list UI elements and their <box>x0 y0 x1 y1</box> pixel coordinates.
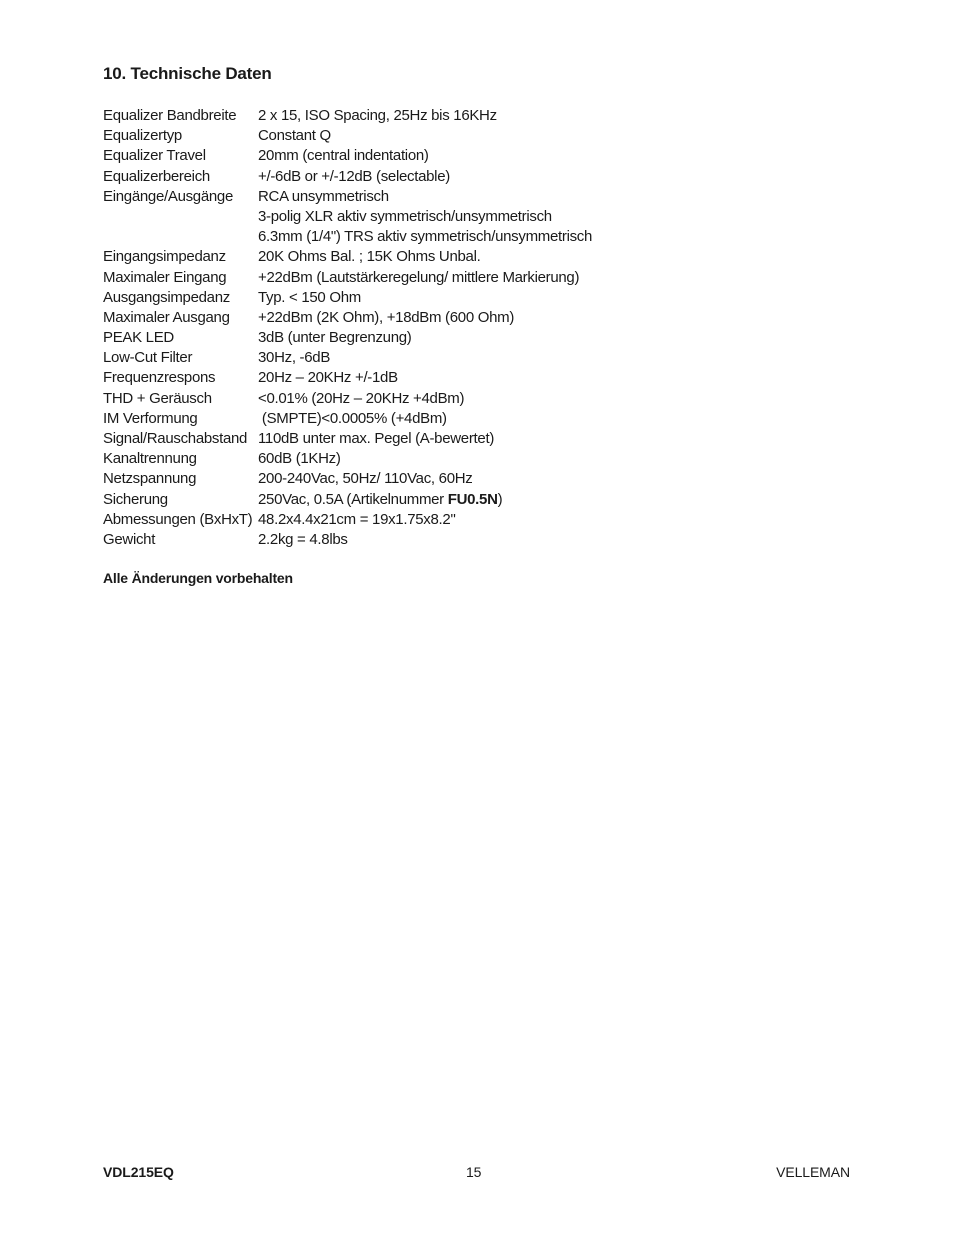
spec-label: Netzspannung <box>103 470 197 488</box>
spec-label: Abmessungen (BxHxT) <box>103 510 253 528</box>
spec-value: +/-6dB or +/-12dB (selectable) <box>258 167 450 185</box>
spec-label: Frequenzrespons <box>103 369 216 387</box>
spec-value-part-number: FU0.5N <box>447 490 498 508</box>
spec-value: +22dBm (Lautstärkeregelung/ mittlere Markierung) <box>258 268 580 286</box>
spec-label: Equalizer Bandbreite <box>103 107 237 124</box>
spec-value: 30Hz, -6dB <box>258 349 331 367</box>
spec-label: PEAK LED <box>103 329 174 347</box>
spec-value-suffix: ) <box>497 490 503 508</box>
spec-label: Ausgangsimpedanz <box>103 288 230 306</box>
spec-value <box>258 490 502 510</box>
spec-value: 110dB unter max. Pegel (A-bewertet) <box>258 430 495 447</box>
spec-value: <0.01% (20Hz – 20KHz +4dBm) <box>258 389 465 407</box>
section-title: 10. Technische Daten <box>103 64 272 83</box>
spec-value: 3-polig XLR aktiv symmetrisch/unsymmetrisch <box>258 207 552 225</box>
spec-label: Eingänge/Ausgänge <box>103 187 234 205</box>
spec-label: Signal/Rauschabstand <box>103 430 248 447</box>
spec-value: (SMPTE)<0.0005% (+4dBm) <box>258 409 447 427</box>
spec-label: Sicherung <box>103 490 168 508</box>
disclaimer-note: Alle Änderungen vorbehalten <box>103 570 293 586</box>
spec-value: 3dB (unter Begrenzung) <box>258 329 412 347</box>
spec-label: Eingangsimpedanz <box>103 248 226 266</box>
spec-label: Equalizer Travel <box>103 147 206 165</box>
spec-label: Low-Cut Filter <box>103 349 193 367</box>
spec-label: IM Verformung <box>103 409 198 427</box>
spec-value: +22dBm (2K Ohm), +18dBm (600 Ohm) <box>258 308 515 326</box>
footer-brand: VELLEMAN <box>776 1164 850 1180</box>
spec-value: RCA unsymmetrisch <box>258 187 389 205</box>
spec-value: 2.2kg = 4.8lbs <box>258 530 348 548</box>
spec-value: 20K Ohms Bal. ; 15K Ohms Unbal. <box>258 248 481 266</box>
spec-label: Equalizerbereich <box>103 167 210 185</box>
spec-label: Maximaler Ausgang <box>103 308 230 326</box>
spec-value: 60dB (1KHz) <box>258 450 341 468</box>
spec-value: Constant Q <box>258 127 331 145</box>
spec-value: 48.2x4.4x21cm = 19x1.75x8.2" <box>258 510 456 528</box>
spec-value: 20Hz – 20KHz +/-1dB <box>258 369 398 387</box>
spec-value: Typ. < 150 Ohm <box>258 288 361 306</box>
spec-label: Gewicht <box>103 530 156 548</box>
spec-label: Maximaler Eingang <box>103 268 227 286</box>
spec-label: Kanaltrennung <box>103 450 197 468</box>
spec-label: THD + Geräusch <box>103 389 212 407</box>
spec-value-text: 250Vac, 0.5A (Artikelnummer <box>258 490 448 508</box>
spec-value: 200-240Vac, 50Hz/ 110Vac, 60Hz <box>258 470 473 488</box>
spec-value: 20mm (central indentation) <box>258 147 429 165</box>
footer-page-number: 15 <box>466 1164 482 1180</box>
spec-value: 6.3mm (1/4") TRS aktiv symmetrisch/unsymmetrisch <box>258 228 593 246</box>
spec-value: 2 x 15, ISO Spacing, 25Hz bis 16KHz <box>258 107 497 124</box>
footer-model: VDL215EQ <box>103 1164 174 1180</box>
spec-label: Equalizertyp <box>103 127 182 145</box>
